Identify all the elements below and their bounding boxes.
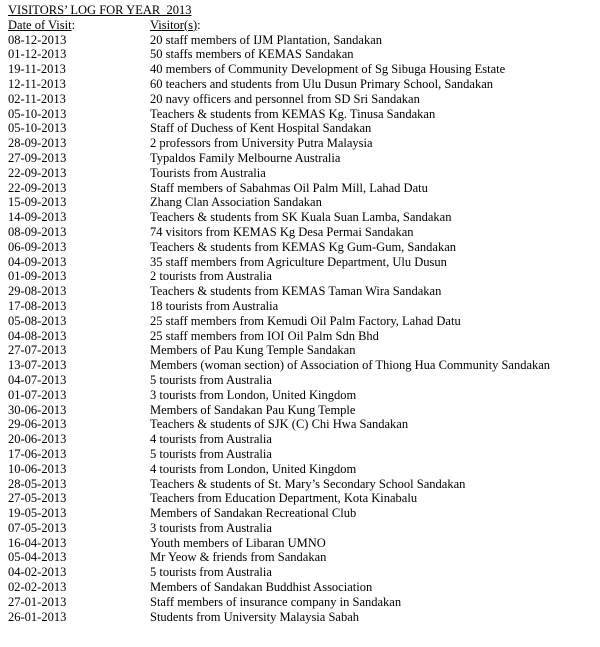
log-row bbox=[8, 432, 600, 447]
log-row bbox=[8, 447, 600, 462]
visitor-column-header-colon: : bbox=[197, 17, 201, 32]
visitor-description: 74 visitors from KEMAS Kg Desa Permai Sandakan bbox=[150, 224, 414, 239]
visit-date: 22-09-2013 bbox=[8, 165, 67, 180]
visit-date: 04-09-2013 bbox=[8, 254, 67, 269]
visitor-description: 18 tourists from Australia bbox=[150, 298, 279, 313]
visitor-description: Teachers & students of St. Mary’s Secondary School Sandakan bbox=[150, 476, 466, 491]
log-row bbox=[8, 343, 600, 358]
log-row bbox=[8, 255, 600, 270]
log-row bbox=[8, 595, 600, 610]
visitor-description: Zhang Clan Association Sandakan bbox=[150, 195, 322, 210]
visitor-description: Teachers & students from KEMAS Kg Gum-Gum, Sandakan bbox=[150, 239, 457, 254]
visitor-column-header bbox=[150, 18, 201, 33]
visit-date: 15-09-2013 bbox=[8, 195, 67, 210]
visit-date: 13-07-2013 bbox=[8, 358, 67, 373]
visit-date: 19-11-2013 bbox=[8, 62, 66, 77]
log-row bbox=[8, 136, 600, 151]
log-row bbox=[8, 210, 600, 225]
log-row bbox=[8, 77, 600, 92]
visitor-column-header-label: Visitor(s) bbox=[150, 17, 198, 32]
visit-date: 01-09-2013 bbox=[8, 269, 67, 284]
date-column-header-colon: : bbox=[71, 17, 76, 32]
visit-date: 02-02-2013 bbox=[8, 580, 67, 595]
visit-date: 16-04-2013 bbox=[8, 535, 67, 550]
log-row bbox=[8, 550, 600, 565]
visit-date: 14-09-2013 bbox=[8, 210, 67, 225]
visit-date: 04-02-2013 bbox=[8, 565, 67, 580]
visit-date: 20-06-2013 bbox=[8, 432, 67, 447]
visitor-description: Typaldos Family Melbourne Australia bbox=[150, 150, 341, 165]
visit-date: 27-05-2013 bbox=[8, 491, 67, 506]
visitor-description: 50 staffs members of KEMAS Sandakan bbox=[150, 47, 354, 62]
visitor-description: Members (woman section) of Association of Thiong Hua Community Sandakan bbox=[150, 358, 551, 373]
visit-date: 29-08-2013 bbox=[8, 284, 67, 299]
log-row bbox=[8, 506, 600, 521]
log-row bbox=[8, 240, 600, 255]
visitor-description: 60 teachers and students from Ulu Dusun Primary School, Sandakan bbox=[150, 76, 493, 91]
visit-date: 05-10-2013 bbox=[8, 121, 67, 136]
log-rows bbox=[8, 33, 600, 625]
log-row bbox=[8, 521, 600, 536]
log-row bbox=[8, 358, 600, 373]
visitor-description: Teachers & students from SK Kuala Suan Lamba, Sandakan bbox=[150, 210, 452, 225]
visit-date: 22-09-2013 bbox=[8, 180, 67, 195]
visit-date: 07-05-2013 bbox=[8, 520, 67, 535]
visitor-description: 4 tourists from Australia bbox=[150, 432, 272, 447]
visitor-description: 2 tourists from Australia bbox=[150, 269, 272, 284]
log-row bbox=[8, 181, 600, 196]
page-title: VISITORS’ LOG FOR YEAR 2013 bbox=[8, 3, 192, 17]
visitor-description: Members of Sandakan Buddhist Association bbox=[150, 580, 373, 595]
log-row bbox=[8, 284, 600, 299]
visit-date: 01-12-2013 bbox=[8, 47, 67, 62]
visitor-description: 5 tourists from Australia bbox=[150, 565, 272, 580]
visitor-description: Teachers from Education Department, Kota Kinabalu bbox=[150, 491, 418, 506]
log-row bbox=[8, 417, 600, 432]
visit-date: 19-05-2013 bbox=[8, 506, 67, 521]
log-row bbox=[8, 195, 600, 210]
visitor-description: Tourists from Australia bbox=[150, 165, 266, 180]
visitor-description: 25 staff members from Kemudi Oil Palm Factory, Lahad Datu bbox=[150, 313, 461, 328]
visit-date: 08-09-2013 bbox=[8, 224, 67, 239]
visit-date: 10-06-2013 bbox=[8, 461, 67, 476]
log-row bbox=[8, 62, 600, 77]
log-row bbox=[8, 536, 600, 551]
log-row bbox=[8, 477, 600, 492]
visitor-description: Youth members of Libaran UMNO bbox=[150, 535, 326, 550]
visitor-description: Members of Pau Kung Temple Sandakan bbox=[150, 343, 356, 358]
visitor-description: 3 tourists from London, United Kingdom bbox=[150, 387, 357, 402]
log-row bbox=[8, 299, 600, 314]
visit-date: 28-09-2013 bbox=[8, 136, 67, 151]
log-row bbox=[8, 92, 600, 107]
visit-date: 04-08-2013 bbox=[8, 328, 67, 343]
log-row bbox=[8, 121, 600, 136]
visitor-description: 5 tourists from Australia bbox=[150, 446, 272, 461]
log-row bbox=[8, 491, 600, 506]
visitor-description: Students from University Malaysia Sabah bbox=[150, 609, 359, 624]
visit-date: 28-05-2013 bbox=[8, 476, 67, 491]
visitor-description: Teachers & students of SJK (C) Chi Hwa Sandakan bbox=[150, 417, 409, 432]
log-row bbox=[8, 329, 600, 344]
visitor-description: 3 tourists from Australia bbox=[150, 520, 272, 535]
visitor-description: 2 professors from University Putra Malaysia bbox=[150, 136, 373, 151]
log-row bbox=[8, 151, 600, 166]
visit-date: 08-12-2013 bbox=[8, 32, 67, 47]
log-row bbox=[8, 403, 600, 418]
log-row bbox=[8, 314, 600, 329]
visit-date: 02-11-2013 bbox=[8, 91, 66, 106]
visit-date: 01-07-2013 bbox=[8, 387, 67, 402]
visit-date: 29-06-2013 bbox=[8, 417, 67, 432]
log-row bbox=[8, 33, 600, 48]
visit-date: 17-08-2013 bbox=[8, 298, 67, 313]
visit-date: 27-07-2013 bbox=[8, 343, 67, 358]
log-row bbox=[8, 388, 600, 403]
visit-date: 26-01-2013 bbox=[8, 609, 67, 624]
date-column-header bbox=[8, 18, 150, 33]
visit-date: 30-06-2013 bbox=[8, 402, 67, 417]
visitor-description: 5 tourists from Australia bbox=[150, 372, 272, 387]
visitor-description: 20 staff members of IJM Plantation, Sandakan bbox=[150, 32, 383, 47]
visitor-description: Staff members of Sabahmas Oil Palm Mill, Lahad Datu bbox=[150, 180, 428, 195]
log-row bbox=[8, 565, 600, 580]
visitor-description: Teachers & students from KEMAS Taman Wira Sandakan bbox=[150, 284, 442, 299]
log-row bbox=[8, 269, 600, 284]
visitor-description: Staff of Duchess of Kent Hospital Sandakan bbox=[150, 121, 372, 136]
visit-date: 12-11-2013 bbox=[8, 76, 66, 91]
log-row bbox=[8, 462, 600, 477]
visitor-description: 35 staff members from Agriculture Department, Ulu Dusun bbox=[150, 254, 447, 269]
visitor-description: Members of Sandakan Recreational Club bbox=[150, 506, 357, 521]
log-row bbox=[8, 47, 600, 62]
visit-date: 05-10-2013 bbox=[8, 106, 67, 121]
visit-date: 05-08-2013 bbox=[8, 313, 67, 328]
log-row bbox=[8, 166, 600, 181]
visitor-description: Teachers & students from KEMAS Kg. Tinusa Sandakan bbox=[150, 106, 436, 121]
log-row bbox=[8, 107, 600, 122]
visit-date: 17-06-2013 bbox=[8, 446, 67, 461]
log-row bbox=[8, 580, 600, 595]
visitor-description: Mr Yeow & friends from Sandakan bbox=[150, 550, 327, 565]
log-row bbox=[8, 373, 600, 388]
visitor-description: 40 members of Community Development of Sg Sibuga Housing Estate bbox=[150, 62, 506, 77]
visitor-description: Members of Sandakan Pau Kung Temple bbox=[150, 402, 356, 417]
date-column-header-label: Date of Visit bbox=[8, 17, 72, 32]
column-header-row bbox=[8, 18, 600, 33]
log-row bbox=[8, 225, 600, 240]
log-row bbox=[8, 610, 600, 625]
visit-date: 06-09-2013 bbox=[8, 239, 67, 254]
visit-date: 04-07-2013 bbox=[8, 372, 67, 387]
visitor-description: 4 tourists from London, United Kingdom bbox=[150, 461, 357, 476]
visitor-description: Staff members of insurance company in Sandakan bbox=[150, 594, 402, 609]
visitor-description: 20 navy officers and personnel from SD Sri Sandakan bbox=[150, 91, 420, 106]
visit-date: 05-04-2013 bbox=[8, 550, 67, 565]
visit-date: 27-09-2013 bbox=[8, 150, 67, 165]
visit-date: 27-01-2013 bbox=[8, 594, 67, 609]
visitor-description: 25 staff members from IOI Oil Palm Sdn Bhd bbox=[150, 328, 379, 343]
